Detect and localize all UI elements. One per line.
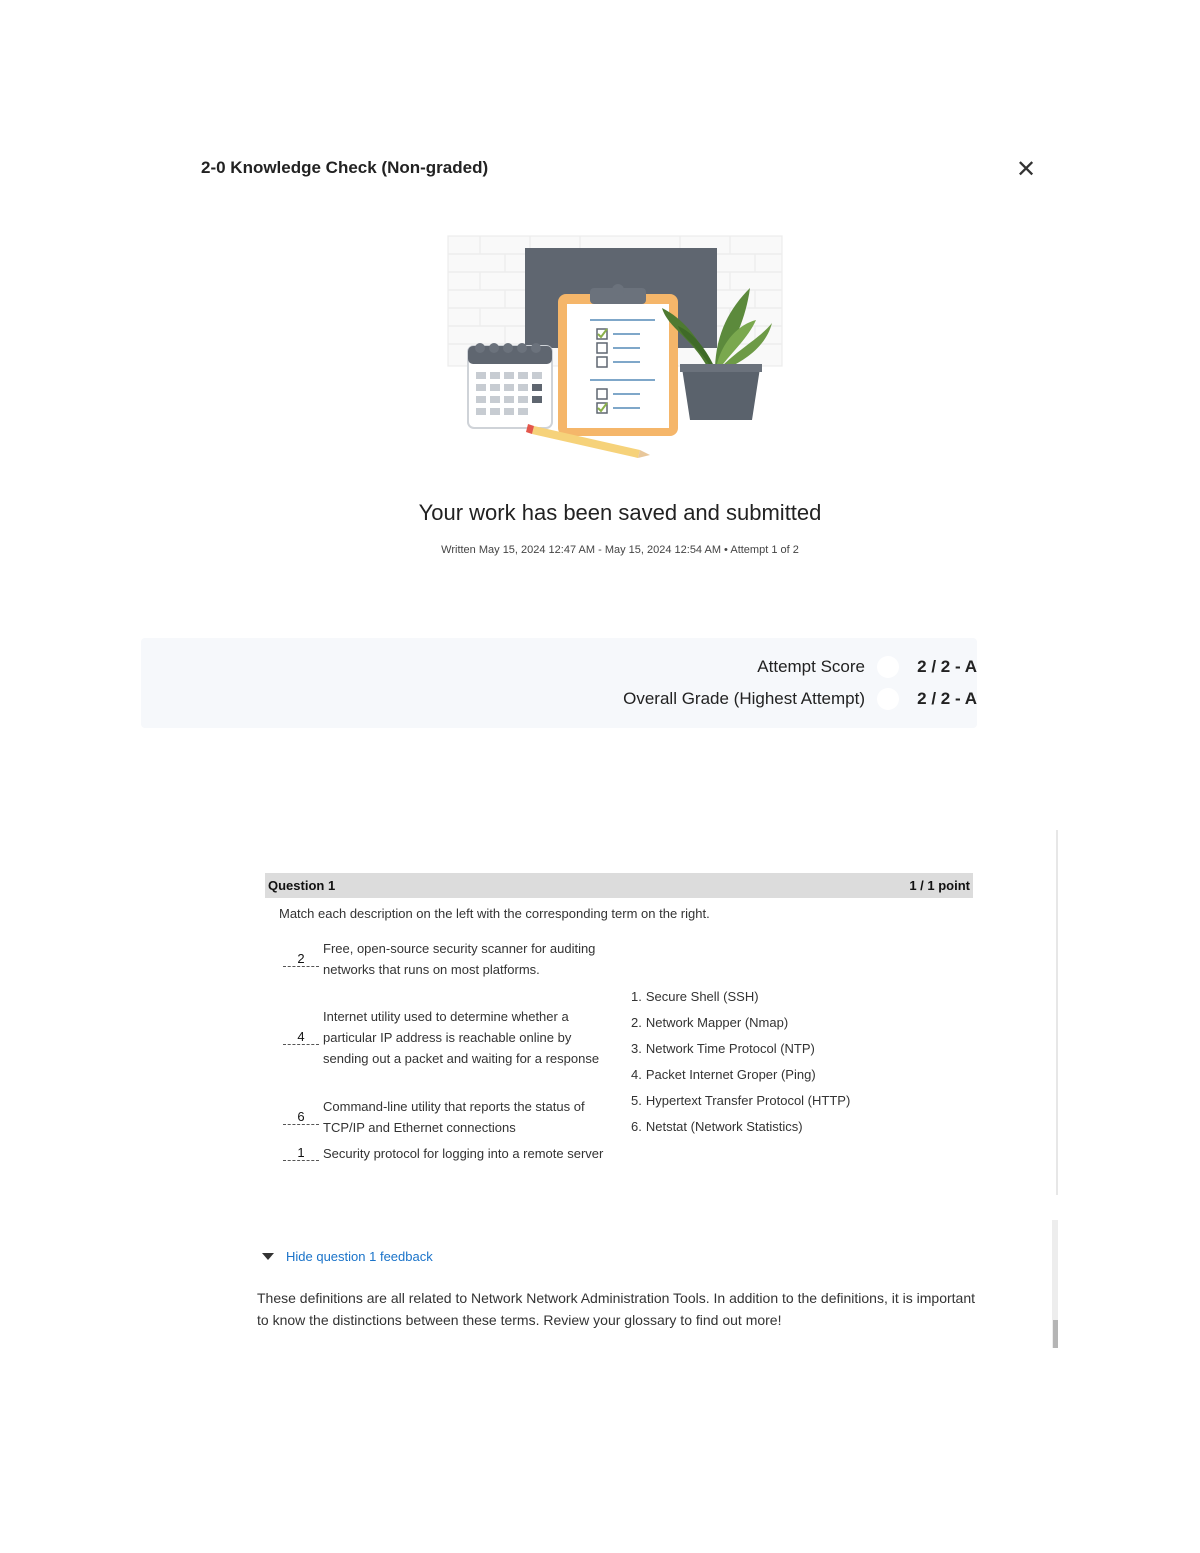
attempt-timestamp: Written May 15, 2024 12:47 AM - May 15, 2024 12:54 AM • Attempt 1 of 2	[441, 544, 799, 556]
match-item	[283, 938, 613, 980]
feedback-text: These definitions are all related to Network Network Administration Tools. In addition to the definitions, it is important to know the distinctions between these terms. Review your glossary to find out more!	[257, 1290, 975, 1328]
match-answer: 4	[283, 1030, 319, 1045]
match-answer: 6	[283, 1110, 319, 1125]
submitted-quiz-illustration	[430, 228, 810, 463]
score-dot	[877, 688, 899, 710]
page-title: 2-0 Knowledge Check (Non-graded)	[201, 158, 489, 177]
question-points: 1 / 1 point	[909, 878, 970, 893]
pot	[682, 368, 760, 420]
match-item	[283, 1143, 613, 1164]
match-answer: 2	[283, 952, 319, 967]
term-list	[631, 985, 850, 1141]
term-item: 4. Packet Internet Groper (Ping)	[631, 1067, 816, 1082]
score-dot	[877, 656, 899, 678]
illustration-svg	[430, 228, 810, 463]
match-item	[283, 1096, 613, 1138]
term-item: 2. Network Mapper (Nmap)	[631, 1015, 789, 1030]
match-description: Internet utility used to determine whether a particular IP address is reachable online by sending out a packet and waiting for a response	[323, 1009, 600, 1066]
question-scrollbar-track[interactable]	[1056, 830, 1058, 1195]
score-label: Attempt Score	[757, 657, 865, 676]
score-panel	[141, 638, 977, 728]
question-title: Question 1	[268, 878, 336, 893]
term-item: 1. Secure Shell (SSH)	[631, 989, 759, 1004]
term-item: 6. Netstat (Network Statistics)	[631, 1119, 803, 1134]
match-description: Command-line utility that reports the status of TCP/IP and Ethernet connections	[323, 1099, 585, 1135]
hide-feedback-link[interactable]	[262, 1249, 433, 1264]
term-item: 5. Hypertext Transfer Protocol (HTTP)	[631, 1093, 851, 1108]
caret-down-icon	[262, 1253, 274, 1260]
overall-grade-row	[623, 688, 977, 710]
score-value: 2 / 2 - A	[917, 689, 977, 708]
submitted-heading: Your work has been saved and submitted	[418, 500, 822, 525]
match-item	[283, 1006, 613, 1069]
attempt-score-row	[757, 656, 977, 678]
close-icon[interactable]: ✕	[1015, 156, 1037, 183]
score-value: 2 / 2 - A	[917, 657, 977, 676]
question-header	[265, 873, 973, 898]
feedback-toggle-label: Hide question 1 feedback	[286, 1249, 433, 1264]
question-prompt: Match each description on the left with the corresponding term on the right.	[279, 906, 710, 921]
match-answer: 1	[283, 1146, 319, 1161]
scrollbar-thumb[interactable]	[1053, 1320, 1058, 1348]
match-description: Free, open-source security scanner for auditing networks that runs on most platforms.	[323, 941, 596, 977]
match-description: Security protocol for logging into a remote server	[323, 1146, 604, 1161]
term-item: 3. Network Time Protocol (NTP)	[631, 1041, 815, 1056]
score-label: Overall Grade (Highest Attempt)	[623, 689, 865, 708]
